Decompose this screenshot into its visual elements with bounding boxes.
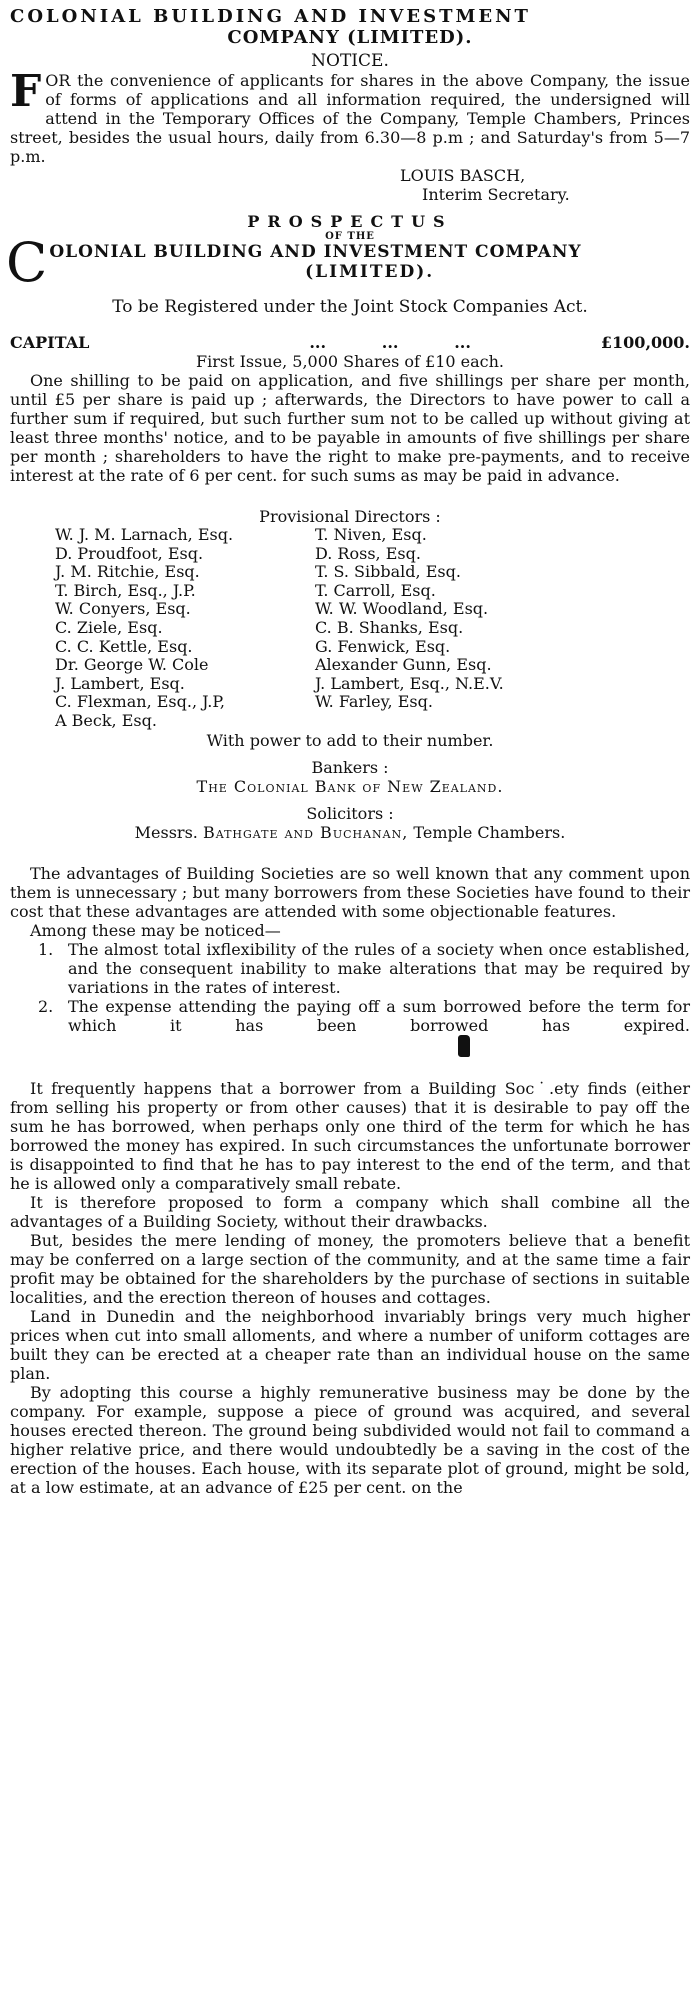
prospectus-company-line-2: (LIMITED). [305, 262, 435, 282]
list-item-text: The almost total ixflexibility of the rules of a society when once established, and the consequent inability to make alterations that may be required by variations in the rates of interest. [68, 939, 690, 997]
director-row [55, 600, 575, 619]
para-adopting: By adopting this course a highly remunerative business may be done by the company. For example, suppose a piece of ground was acquired, and several houses erected thereon. The ground being subdivided would not fail to command a higher relative price, and there would undoubtedly be a saving in the cost of the erection of the houses. Each house, with its separate plot of ground, might be sold, at a low estimate, at an advance of £25 per cent. on the [10, 1382, 690, 1497]
director-row [55, 563, 575, 582]
directors-section [10, 507, 690, 750]
director-row [55, 693, 575, 712]
director-row [55, 638, 575, 657]
bankers-name: The Colonial Bank of New Zealand. [196, 776, 504, 796]
registered-line: To be Registered under the Joint Stock Companies Act. [112, 297, 588, 317]
notice-dropcap: F [10, 66, 42, 117]
director-row [55, 619, 575, 638]
director-row [55, 712, 575, 731]
director-name-right: G. Fenwick, Esq. [315, 636, 451, 656]
director-name-left: C. Ziele, Esq. [55, 617, 163, 637]
list-item-text [68, 997, 690, 1057]
capital-row [10, 333, 690, 352]
capital-value: £100,000. [600, 333, 690, 352]
prospectus-company-line-1: OLONIAL BUILDING AND INVESTMENT COMPANY [49, 242, 582, 262]
director-name-right: T. S. Sibbald, Esq. [315, 562, 461, 582]
director-name-left: J. Lambert, Esq. [55, 673, 185, 693]
director-name-left: Dr. George W. Cole [55, 655, 209, 675]
director-name-left: D. Proudfoot, Esq. [55, 543, 204, 563]
first-issue: First Issue, 5,000 Shares of £10 each. [195, 352, 504, 371]
director-name-left: C. Flexman, Esq., J.P, [55, 692, 225, 712]
solicitors-section [10, 804, 690, 842]
director-name-left: T. Birch, Esq., J.P. [55, 580, 196, 600]
director-name-right: T. Carroll, Esq. [315, 580, 436, 600]
director-row [55, 526, 575, 545]
bankers-section [10, 758, 690, 796]
bankers-heading: Bankers : [311, 757, 389, 777]
directors-table [55, 526, 575, 731]
director-name-right [315, 712, 575, 731]
para-frequently: It frequently happens that a borrower from a Building Soc˙.ety finds (either from selling his property or from other causes) that it is desirable to pay off the sum he has borrowed, when perhaps only one third of the term for which he has borrowed the money has expired. In such circumstances the unfortunate borrower is disappointed to find that he has to pay interest to the end of the term, and that he is allowed only a comparatively small rebate. [10, 1078, 690, 1193]
notice-signer-name: LOUIS BASCH, [400, 166, 526, 185]
director-name-right: C. B. Shanks, Esq. [315, 617, 464, 637]
director-row [55, 656, 575, 675]
solicitors-address: Temple Chambers. [413, 822, 566, 842]
para-besides: But, besides the mere lending of money, the promoters believe that a benefit may be conferred on a large section of the community, and at the same time a fair profit may be obtained for the shareholders by the purchase of sections in suitable localities, and the erection thereon of houses and cottages. [10, 1230, 690, 1307]
notice-body [10, 66, 690, 166]
solicitors-firm: Bathgate and Buchanan, [202, 822, 409, 842]
para-among: Among these may be noticed— [30, 920, 281, 940]
director-name-left: W. J. M. Larnach, Esq. [55, 525, 234, 544]
para-therefore: It is therefore proposed to form a company which shall combine all the advantages of a Building Society, without their drawbacks. [10, 1192, 690, 1231]
director-row [55, 545, 575, 564]
notice-section [10, 52, 690, 204]
directors-power: With power to add to their number. [206, 730, 494, 750]
capital-dots: ... ... ... [309, 333, 471, 352]
prospectus-of-the: OF THE [325, 231, 375, 242]
prospectus-section [6, 212, 690, 485]
director-name-left: A Beck, Esq. [55, 710, 157, 730]
director-name-right: J. Lambert, Esq., N.E.V. [315, 673, 504, 693]
list-item-2-text: The expense attending the paying off a sum borrowed before the term for which it has been borrowed has expired. [68, 996, 690, 1035]
notice-signer-title: Interim Secretary. [422, 185, 570, 204]
prospectus-title: PROSPECTUS [247, 212, 453, 231]
list-item [38, 940, 690, 997]
director-row [55, 582, 575, 601]
body-section [10, 864, 690, 1497]
director-row [55, 675, 575, 694]
advert-header [10, 6, 690, 48]
solicitors-line [10, 823, 690, 842]
list-item-number: 1. [38, 939, 54, 959]
director-name-left: J. M. Ritchie, Esq. [55, 562, 200, 582]
director-name-right: W. Farley, Esq. [315, 692, 433, 712]
director-name-left: W. Conyers, Esq. [55, 599, 191, 619]
director-name-right: T. Niven, Esq. [315, 525, 427, 544]
ink-blot [458, 1035, 470, 1057]
directors-heading: Provisional Directors : [259, 507, 441, 526]
objections-list [38, 940, 690, 1057]
header-line-2: COMPANY (LIMITED). [227, 27, 473, 48]
solicitors-heading: Solicitors : [306, 803, 394, 823]
director-name-left: C. C. Kettle, Esq. [55, 636, 193, 656]
director-name-right: Alexander Gunn, Esq. [315, 655, 492, 675]
solicitors-prefix: Messrs. [134, 822, 198, 842]
list-item [38, 997, 690, 1057]
header-line-1: COLONIAL BUILDING AND INVESTMENT [10, 6, 531, 27]
director-name-right: D. Ross, Esq. [315, 543, 421, 563]
share-terms: One shilling to be paid on application, and five shillings per share per month, until £5 per share is paid up ; afterwards, the Directors to have power to call a further sum if required, but such further sum not to be called up without giving at least three months' notice, and to be payable in amounts of five shillings per share per month ; shareholders to have the right to make pre-payments, and to receive interest at the rate of 6 per cent. for such sums as may be paid in advance. [10, 371, 690, 485]
notice-text: OR the convenience of applicants for shares in the above Company, the issue of forms of applications and all information required, the undersigned will attend in the Temporary Offices of the Company, Temple Chambers, Princes street, besides the usual hours, daily from 6.30—8 p.m ; and Saturday's from 5—7 p.m. [10, 71, 690, 166]
list-item-number: 2. [38, 996, 54, 1016]
prospectus-dropcap: C [6, 231, 48, 294]
para-advantages: The advantages of Building Societies are so well known that any comment upon them is unnecessary ; but many borrowers from these Societies have found to their cost that these advantages are attended with some objectionable features. [10, 863, 690, 921]
capital-label: CAPITAL [10, 333, 90, 352]
notice-title: NOTICE. [311, 51, 389, 71]
director-name-right: W. W. Woodland, Esq. [315, 599, 489, 619]
para-land: Land in Dunedin and the neighborhood invariably brings very much higher prices when cut into small alloments, and where a number of uniform cottages are built they can be erected at a cheaper rate than an individual house on the same plan. [10, 1306, 690, 1383]
